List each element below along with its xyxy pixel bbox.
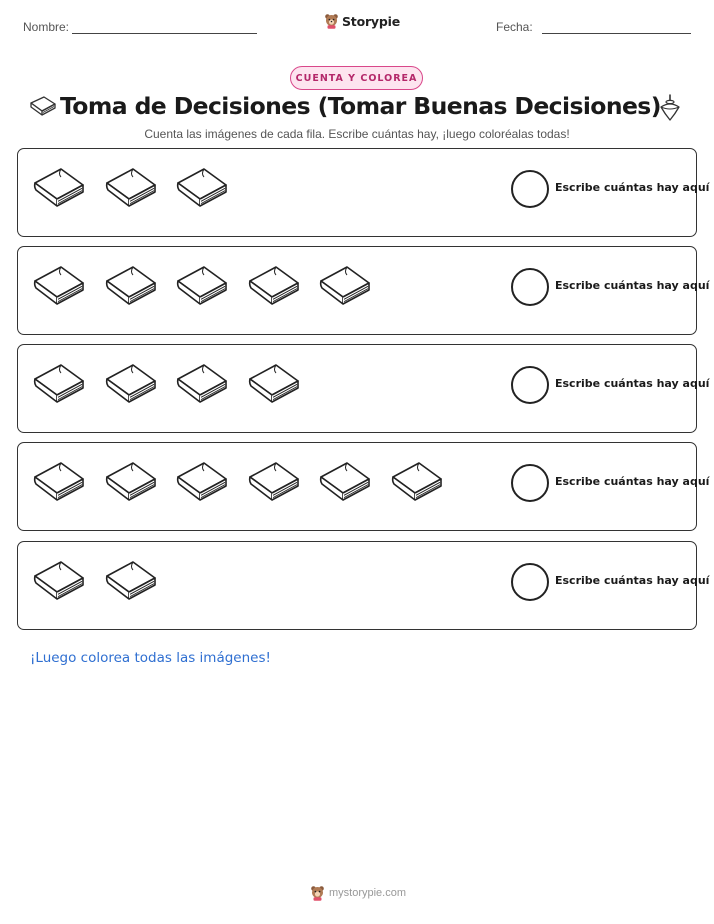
count-row-2 [17,246,710,335]
answer-label: Escribe cuántas hay aquí [555,181,710,194]
answer-circle[interactable] [511,464,549,502]
book-icon [31,165,87,213]
bear-mascot-icon [310,885,325,901]
name-line[interactable] [72,33,257,34]
book-icon [103,361,159,409]
book-icon [31,459,87,507]
spinning-top-icon [658,94,682,122]
bear-mascot-icon [324,13,339,29]
answer-label: Escribe cuántas hay aquí [555,377,710,390]
worksheet-header [0,0,714,50]
book-icon [174,459,230,507]
book-icon [246,459,302,507]
book-icon [174,165,230,213]
book-icon [31,361,87,409]
category-badge: CUENTA Y COLOREA [290,66,423,90]
page-title: Toma de Decisiones (Tomar Buenas Decisiones) [60,92,661,120]
book-icon [174,263,230,311]
book-icon [103,263,159,311]
footer-note: ¡Luego colorea todas las imágenes! [30,650,271,666]
site-footer [310,885,406,901]
book-icon [103,558,159,606]
date-line[interactable] [542,33,691,34]
count-row-4 [17,442,710,531]
instructions: Cuenta las imágenes de cada fila. Escribe cuántas hay, ¡luego coloréalas todas! [144,127,570,141]
book-icon [174,361,230,409]
answer-circle[interactable] [511,366,549,404]
book-icon [31,263,87,311]
book-icon [246,263,302,311]
brand-name: Storypie [342,13,400,29]
book-icon [389,459,445,507]
book-icon [103,459,159,507]
answer-circle[interactable] [511,170,549,208]
answer-circle[interactable] [511,563,549,601]
book-icon [317,263,373,311]
site-url: mystorypie.com [329,887,407,899]
answer-circle[interactable] [511,268,549,306]
book-icon [103,165,159,213]
book-icon [317,459,373,507]
answer-label: Escribe cuántas hay aquí [555,475,710,488]
name-label: Nombre: [23,20,70,34]
count-row-1 [17,148,710,237]
book-icon [31,558,87,606]
answer-label: Escribe cuántas hay aquí [555,279,710,292]
count-row-5 [17,541,710,630]
date-label: Fecha: [496,20,533,34]
book-icon [246,361,302,409]
count-row-3 [17,344,710,433]
brand-logo [324,13,400,29]
book-icon [29,95,57,117]
answer-label: Escribe cuántas hay aquí [555,574,710,587]
